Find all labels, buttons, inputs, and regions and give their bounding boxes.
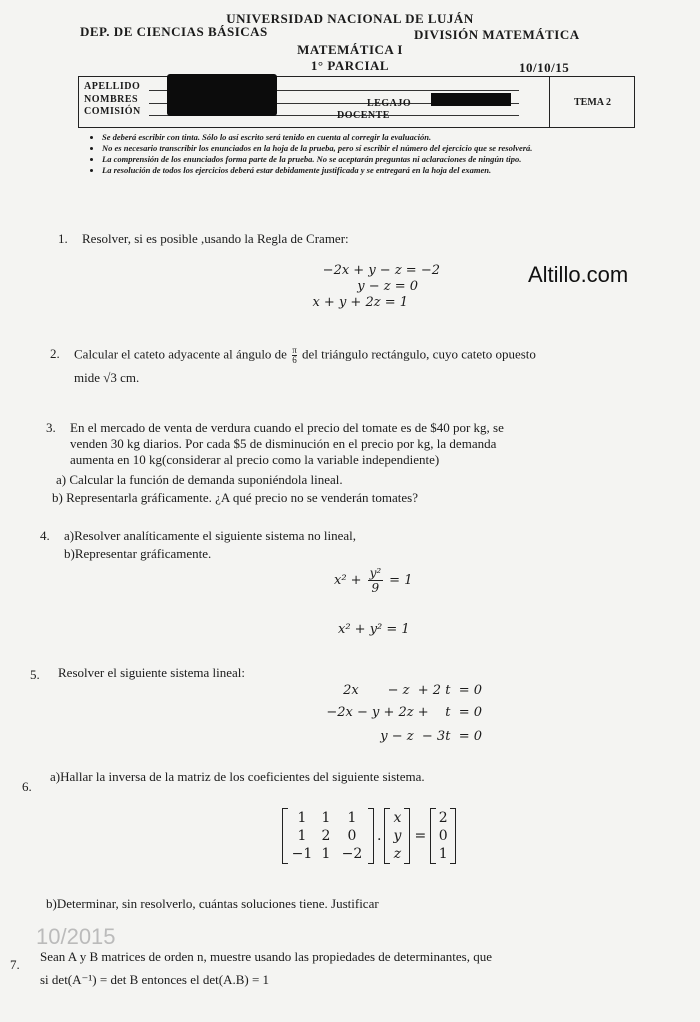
q4-eq1-num: y²	[369, 566, 382, 580]
q3-number: 3.	[46, 420, 56, 435]
vector-cell: y	[393, 828, 402, 844]
instruction-item: • No es necesario transcribir los enunciados en la hoja de la prueba, pero sí escribir el número del ejercicio que se resolverá.	[102, 143, 622, 153]
q5-text: Resolver el siguiente sistema lineal:	[58, 665, 246, 680]
legajo-label: LEGAJO	[367, 98, 412, 109]
q1-eq-3: x + y + 2z = 1	[312, 295, 408, 310]
instruction-item: • La comprensión de los enunciados forma parte de la prueba. No se aceptarán preguntas ni aclaraciones de ningún tipo.	[102, 154, 622, 164]
docente-label: DOCENTE	[337, 110, 390, 121]
q3-line: aumenta en 10 kg(considerar al precio como la variable independiente)	[70, 452, 440, 467]
matrix-cell: 1	[347, 810, 357, 826]
q1-eq-1: −2x + y − z = −2	[322, 263, 440, 278]
redacted-name	[167, 74, 277, 116]
q7-number: 7.	[10, 957, 20, 972]
university-title: UNIVERSIDAD NACIONAL DE LUJÁN	[226, 11, 474, 26]
q1-text: Resolver, si es posible ,usando la Regla de Cramer:	[82, 231, 349, 246]
vector-cell: z	[393, 846, 402, 862]
q4-number: 4.	[40, 528, 50, 543]
coefficient-matrix	[282, 808, 374, 864]
q2-text-a: Calcular el cateto adyacente al ángulo de	[74, 346, 287, 362]
q2-frac-den: 6	[292, 355, 297, 365]
q4-eq1-fraction	[368, 566, 384, 595]
comision-label: COMISIÓN	[84, 106, 141, 117]
matrix-cell: 1	[321, 846, 331, 862]
tema-cell	[549, 77, 635, 127]
q4-eq-2: x² + y² = 1	[338, 622, 410, 637]
q2-text-b: del triángulo rectángulo, cuyo cateto opuesto	[302, 346, 536, 362]
vector-cell: 0	[438, 828, 448, 844]
q7-line-1: Sean A y B matrices de orden n, muestre usando las propiedades de determinantes, que	[40, 949, 492, 964]
redacted-legajo	[431, 93, 511, 106]
matrix-cell: 1	[297, 810, 307, 826]
q4-eq1-den: 9	[371, 581, 380, 595]
vector-cell: 2	[438, 810, 448, 826]
division: DIVISIÓN MATEMÁTICA	[414, 27, 580, 42]
rhs-vector	[430, 808, 456, 864]
vector-cell: 1	[438, 846, 448, 862]
q7-line-2: si det(A⁻¹) = det B entonces el det(A.B) = 1	[40, 972, 270, 987]
q6-number: 6.	[22, 779, 32, 794]
matrix-cell: 0	[347, 828, 357, 844]
matrix-cell: 1	[297, 828, 307, 844]
matrix-cell: 1	[321, 810, 331, 826]
q1-eq-2: y − z = 0	[357, 279, 418, 294]
q2-line-1	[74, 346, 536, 365]
q5-number: 5.	[30, 667, 40, 682]
instruction-item: • La resolución de todos los ejercicios deberá estar debidamente justificada y se entregará en la hoja del examen.	[102, 165, 622, 175]
instruction-item: • Se deberá escribir con tinta. Sólo lo así escrito será tenido en cuenta al corregir la evaluación.	[102, 132, 622, 142]
q4-eq1-lhs: x² +	[334, 572, 362, 588]
q3-b: b) Representarla gráficamente. ¿A qué precio no se venderán tomates?	[52, 490, 418, 505]
dot-operator: .	[377, 828, 382, 844]
tema-label: TEMA 2	[574, 96, 611, 108]
watermark: Altillo.com	[528, 262, 629, 287]
q2-number: 2.	[50, 346, 60, 361]
exam-date: 10/10/15	[519, 60, 570, 75]
matrix-cell: 2	[321, 828, 331, 844]
variable-vector	[384, 808, 410, 864]
vector-cell: x	[393, 810, 402, 826]
equals-sign: =	[414, 828, 427, 844]
q3-line: En el mercado de venta de verdura cuando el precio del tomate es de $40 por kg, se	[70, 420, 504, 435]
q5-eq-3: y − z − 3t = 0	[380, 729, 482, 744]
faded-year: 10/2015	[36, 924, 116, 949]
q5-eq-2: −2x − y + 2z + t = 0	[326, 705, 482, 720]
q3-statement	[70, 420, 660, 468]
q4-a: a)Resolver analíticamente el siguiente sistema no lineal,	[64, 528, 357, 543]
q3-line: venden 30 kg diarios. Por cada $5 de disminución en el precio por kg, la demanda	[70, 436, 497, 451]
q3-a: a) Calcular la función de demanda suponiéndola lineal.	[56, 472, 343, 487]
exam-title: 1° PARCIAL	[310, 58, 390, 73]
q2-text-c: mide √3 cm.	[74, 370, 140, 385]
department: DEP. DE CIENCIAS BÁSICAS	[80, 24, 268, 39]
instructions-list	[88, 132, 622, 176]
q2-fraction	[292, 346, 297, 365]
student-info-box	[78, 76, 635, 128]
q4-b: b)Representar gráficamente.	[64, 546, 212, 561]
q2-frac-num: π	[292, 345, 297, 355]
q6-matrix-equation	[282, 808, 456, 864]
apellido-label: APELLIDO	[84, 81, 141, 92]
q4-eq1-rhs: = 1	[389, 572, 413, 588]
q5-eq-1: 2x − z + 2 t = 0	[343, 683, 482, 698]
nombres-label: NOMBRES	[84, 94, 139, 105]
q6-a: a)Hallar la inversa de la matriz de los coeficientes del siguiente sistema.	[50, 769, 425, 784]
q6-b: b)Determinar, sin resolverlo, cuántas soluciones tiene. Justificar	[46, 896, 379, 911]
matrix-cell: −1	[291, 846, 313, 862]
course-title: MATEMÁTICA I	[297, 42, 403, 57]
matrix-cell: −2	[341, 846, 363, 862]
q4-eq-1	[334, 566, 412, 595]
q1-number: 1.	[58, 231, 68, 246]
